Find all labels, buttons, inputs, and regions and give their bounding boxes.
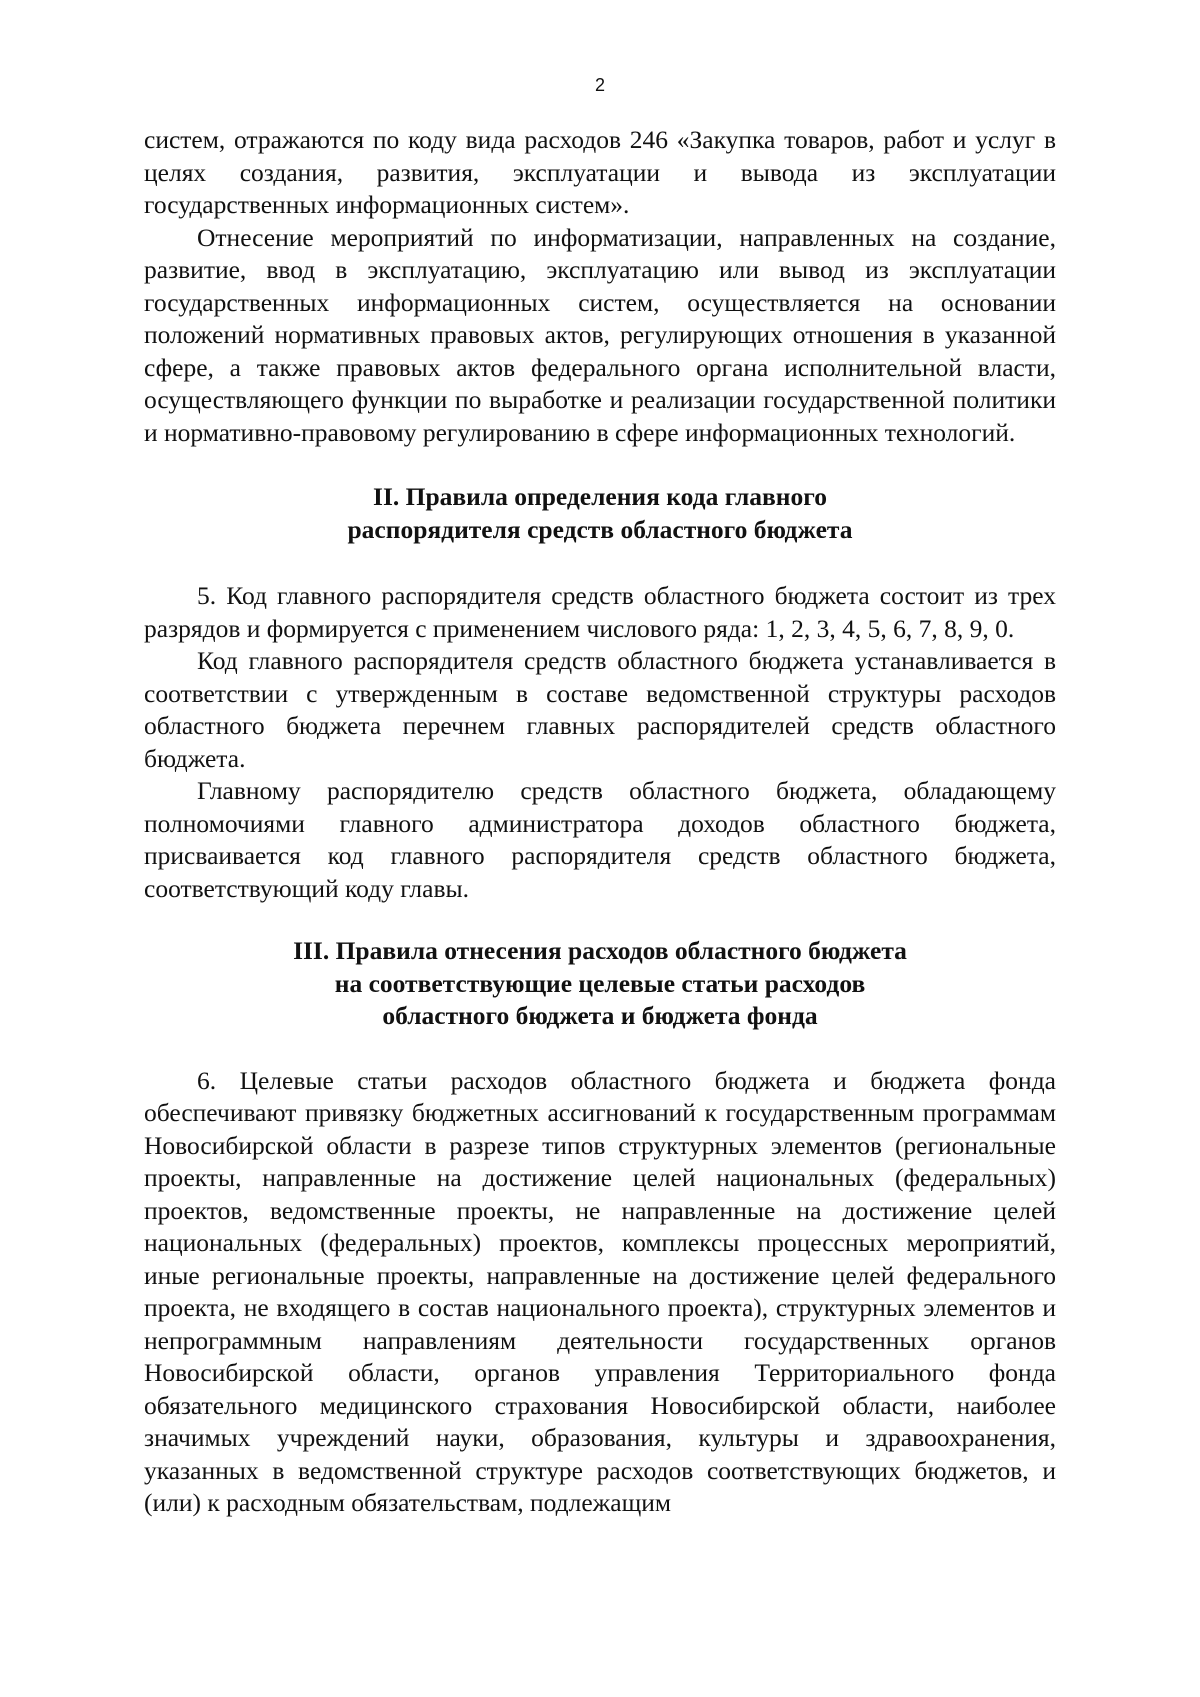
paragraph-code-assignment: Код главного распорядителя средств областного бюджета устанавливается в соответствии с утвержденным в составе ведомственной структуры расходов областного бюджета перечнем главных распорядителей средств областного бюджета. [144,646,1056,773]
section-3-heading-line: областного бюджета и бюджета фонда [382,1001,818,1030]
section-3-heading [144,935,1056,1033]
section-3-heading-line: III. Правила отнесения расходов областного бюджета [293,936,907,965]
paragraph-item-5: 5. Код главного распорядителя средств областного бюджета состоит из трех разрядов и формируется с применением числового ряда: 1, 2, 3, 4, 5, 6, 7, 8, 9, 0. [144,581,1056,643]
page-number: 2 [594,75,605,95]
paragraph-item-6: 6. Целевые статьи расходов областного бюджета и бюджета фонда обеспечивают привязку бюджетных ассигнований к государственным программам Новосибирской области в разрезе типов структурных элементов (региональные проекты, направленные на достижение целей национальных (федеральных) проектов, ведомственные проекты, не направленные на достижение целей национальных (федеральных) проектов, комплексы процессных мероприятий, иные региональные проекты, направленные на достижение целей федерального проекта, не входящего в состав национального проекта), структурных элементов и непрограммным направлениям деятельности государственных органов Новосибирской области, органов управления Территориального фонда обязательного медицинского страхования Новосибирской области, наиболее значимых учреждений науки, образования, культуры и здравоохранения, указанных в ведомственной структуре расходов соответствующих бюджетов, и (или) к расходным обязательствам, подлежащим [144,1065,1056,1517]
section-2-heading-line: распорядителя средств областного бюджета [347,514,853,544]
paragraph-code-admin: Главному распорядителю средств областного бюджета, обладающему полномочиями главного администратора доходов областного бюджета, присваивается код главного распорядителя средств областного бюджета, соответствующий коду главы. [144,776,1056,903]
section-3-heading-line: на соответствующие целевые статьи расходов [334,968,866,998]
paragraph-continuation: систем, отражаются по коду вида расходов 246 «Закупка товаров, работ и услуг в целях создания, развития, эксплуатации и вывода из эксплуатации государственных информационных систем». [144,125,1056,219]
section-2-heading-line: II. Правила определения кода главного [373,482,827,511]
document-body [144,124,1056,1520]
section-2-heading [144,481,1056,546]
paragraph-informatization: Отнесение мероприятий по информатизации, направленных на создание, развитие, ввод в эксплуатацию, эксплуатацию или вывод из эксплуатации государственных информационных систем, осуществляется на основании положений нормативных правовых актов, регулирующих отношения в указанной сфере, а также правовых актов федерального органа исполнительной власти, осуществляющего функции по выработке и реализации государственной политики и нормативно-правовому регулированию в сфере информационных технологий. [144,222,1056,447]
